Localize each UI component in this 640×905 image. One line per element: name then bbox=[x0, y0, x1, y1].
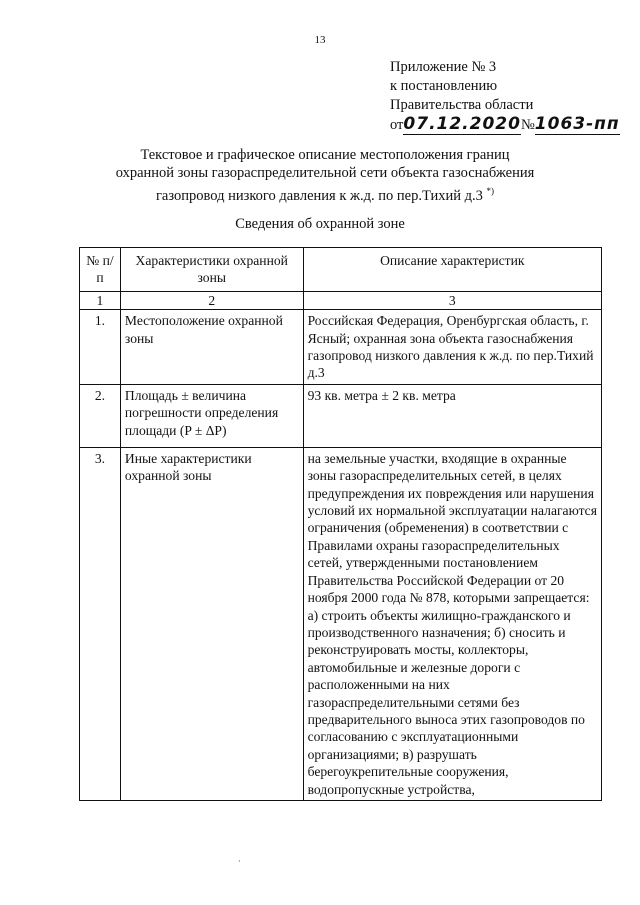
footnote-mark: *) bbox=[486, 186, 494, 196]
document-title bbox=[60, 146, 590, 205]
handwritten-number: 1063-пп bbox=[534, 114, 620, 134]
date-prefix: от bbox=[390, 117, 404, 133]
appendix-date-number-line bbox=[390, 115, 620, 135]
table-row bbox=[80, 384, 602, 447]
row-num: 1. bbox=[80, 310, 121, 385]
title-line-2: охранной зоны газораспределительной сети объекта газоснабжения bbox=[115, 165, 535, 181]
header-description: Описание характеристик bbox=[303, 248, 601, 292]
row-description: 93 кв. метра ± 2 кв. метра bbox=[303, 384, 601, 447]
section-subtitle: Сведения об охранной зоне bbox=[235, 216, 405, 232]
row-description: на земельные участки, входящие в охранные зоны газораспределительных сетей, в целях предупреждения их повреждения или нарушения условий их нормальной эксплуатации налагаются ограничения (обременения) в соответствии с Правилами охраны газораспределительных сетей, утвержденными постановлением Правительства Российской Федерации от 20 ноября 2000 года № 878, которыми запрещается: а) строить объекты жилищно-гражданского и производственного назначения; б) сносить и реконструировать мосты, коллекторы, автомобильные и железные дороги с расположенными на них газораспределительными сетями без предварительного выноса этих газопроводов по согласованию с эксплуатационными организациями; в) разрушать берегоукрепительные сооружения, водопропускные устройства, bbox=[303, 447, 601, 800]
protection-zone-table bbox=[79, 247, 602, 801]
row-characteristic: Иные характеристики охранной зоны bbox=[120, 447, 303, 800]
header-characteristic: Характеристики охранной зоны bbox=[120, 248, 303, 292]
index-cell: 1 bbox=[80, 291, 121, 309]
number-prefix: № bbox=[520, 117, 535, 133]
appendix-block bbox=[390, 58, 620, 135]
header-num: № п/п bbox=[80, 248, 121, 292]
title-line-3 bbox=[60, 182, 590, 205]
row-num: 3. bbox=[80, 447, 121, 800]
title-line-1: Текстовое и графическое описание местоположения границ bbox=[140, 147, 510, 163]
table-row bbox=[80, 310, 602, 385]
page-number: 13 bbox=[314, 34, 326, 46]
appendix-title: Приложение № 3 bbox=[390, 59, 497, 75]
row-characteristic: Местоположение охранной зоны bbox=[120, 310, 303, 385]
title-line-3-text: газопровод низкого давления к ж.д. по пер.Тихий д.3 bbox=[155, 187, 483, 204]
table-row bbox=[80, 447, 602, 800]
appendix-resolution: к постановлению bbox=[390, 78, 498, 94]
row-description: Российская Федерация, Оренбургская область, г. Ясный; охранная зона объекта газоснабжения газопровод низкого давления к ж.д. по пер.Тихий д.3 bbox=[303, 310, 601, 385]
handwritten-date: 07.12.2020 bbox=[403, 114, 521, 134]
row-num: 2. bbox=[80, 384, 121, 447]
table-index-row bbox=[80, 291, 602, 309]
row-characteristic: Площадь ± величина погрешности определения площади (P ± ΔP) bbox=[120, 384, 303, 447]
appendix-government: Правительства области bbox=[390, 97, 534, 113]
index-cell: 2 bbox=[120, 291, 303, 309]
table-header-row bbox=[80, 248, 602, 292]
index-cell: 3 bbox=[303, 291, 601, 309]
scan-mark: · bbox=[238, 857, 241, 866]
